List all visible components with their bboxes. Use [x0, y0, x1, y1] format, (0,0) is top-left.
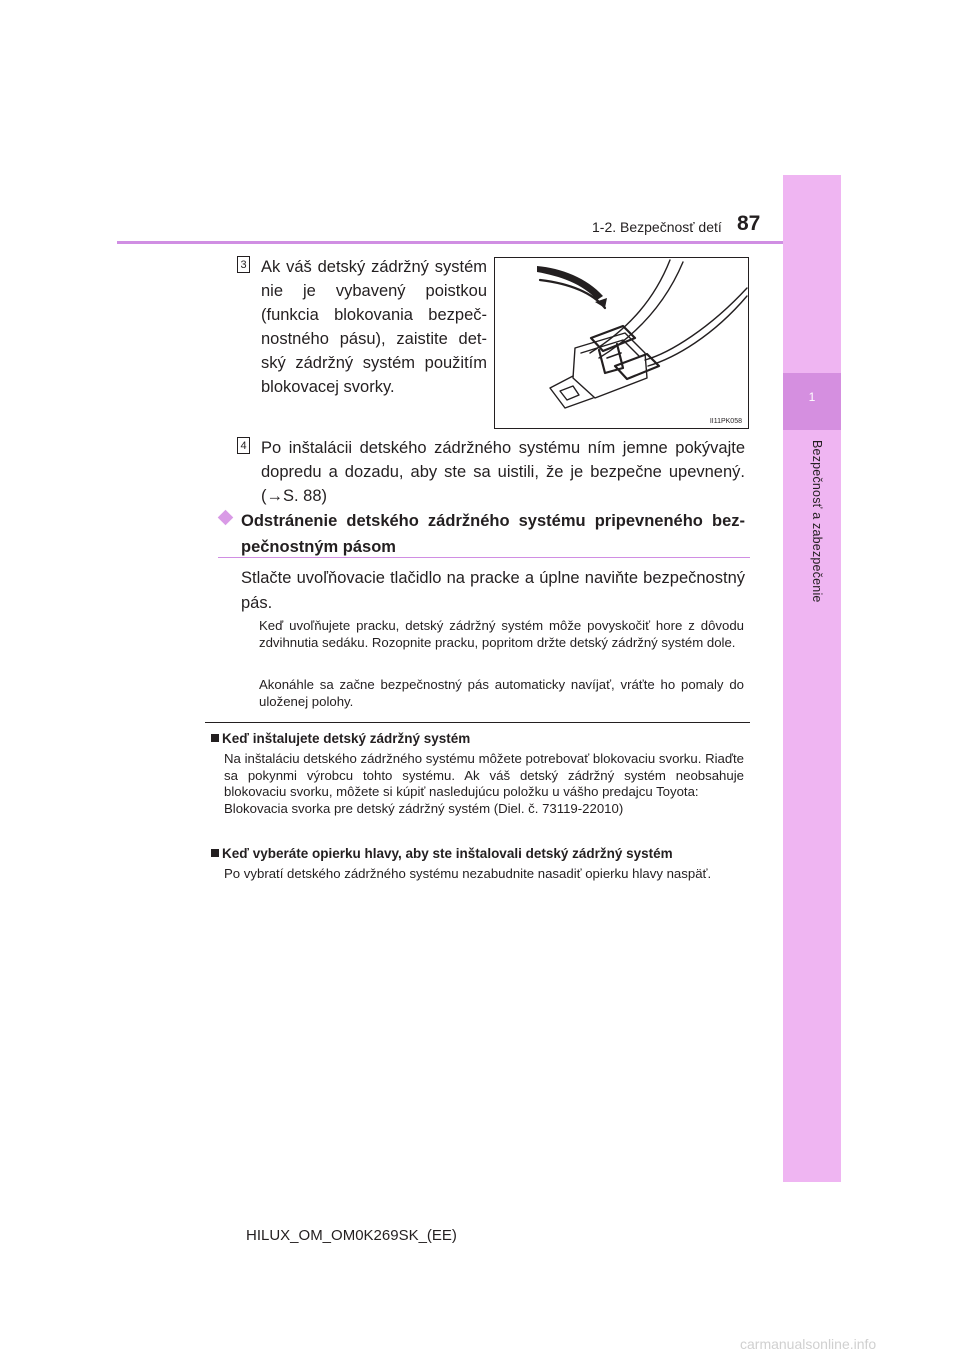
- locking-clip-illustration-icon: [495, 258, 748, 428]
- watermark: carmanualsonline.info: [740, 1336, 877, 1352]
- info-divider: [205, 722, 750, 723]
- info-2-title: Keď vyberáte opierku hlavy, aby ste inštalovali detský zádržný systém: [211, 846, 673, 861]
- figure-code: II11PK058: [709, 418, 742, 425]
- chapter-number: 1: [808, 390, 816, 404]
- info-1-body: Na inštaláciu detského zádržného systému môžete potrebovať blokovaciu svorku. Riaďte sa pokynmi výrobcu tohto systému. Ak váš detský zádržný systém neobsahuje blokovaciu svorku, môžete si kúpiť nasledujúcu položku u vášho predajcu Toyota: Blokovacia svorka pre detský zádržný systém (Diel. č. 73119-22010): [224, 751, 744, 816]
- figure-locking-clip: [494, 257, 749, 429]
- subsection-note-1: Keď uvoľňujete pracku, detský zádržný systém môže povyskočiť hore z dôvodu zdvihnutia sedáku. Rozopnite pracku, popritom držte detský zádržný systém dole.: [259, 618, 744, 650]
- step-number-3: 3: [237, 256, 250, 273]
- subsection-note-2: Akonáhle sa začne bezpečnostný pás automaticky navíjať, vráťte ho pomaly do uloženej polohy.: [259, 677, 744, 709]
- page-number: 87: [737, 212, 761, 235]
- step-4-text: Po inštalácii detského zádržného systému ním jemne pokývajte dopredu a dozadu, aby ste sa uistili, že je bezpečne upevnený. (→S. 88): [261, 439, 745, 505]
- info-2-body: Po vybratí detského zádržného systému nezabudnite nasadiť opierku hlavy naspäť.: [224, 866, 712, 881]
- subsection-body: Stlačte uvoľňovacie tlačidlo na pracke a úplne naviňte bezpečnostný pás.: [241, 569, 745, 612]
- subsection-title: Odstránenie detského zádržného systému pripevneného bezpečnostným pásom: [241, 512, 745, 556]
- diamond-bullet-icon: [218, 510, 234, 526]
- square-bullet-icon: [211, 849, 219, 857]
- chapter-title: Bezpečnosť a zabezpečenie: [810, 440, 824, 603]
- square-bullet-icon: [211, 734, 219, 742]
- subsection-rule: [218, 557, 750, 558]
- step-3-text: Ak váš detský zádržný systém nie je vybavený poistkou (funkcia blokovania bezpečnostného pásu), zaistite detský zádržný systém použitím blokovacej svorky.: [261, 258, 487, 396]
- footer-code: HILUX_OM_OM0K269SK_(EE): [246, 1227, 457, 1244]
- step-number-4: 4: [237, 437, 250, 454]
- header-rule: [117, 241, 783, 244]
- info-1-title: Keď inštalujete detský zádržný systém: [211, 731, 470, 746]
- section-title: 1-2. Bezpečnosť detí: [592, 219, 722, 235]
